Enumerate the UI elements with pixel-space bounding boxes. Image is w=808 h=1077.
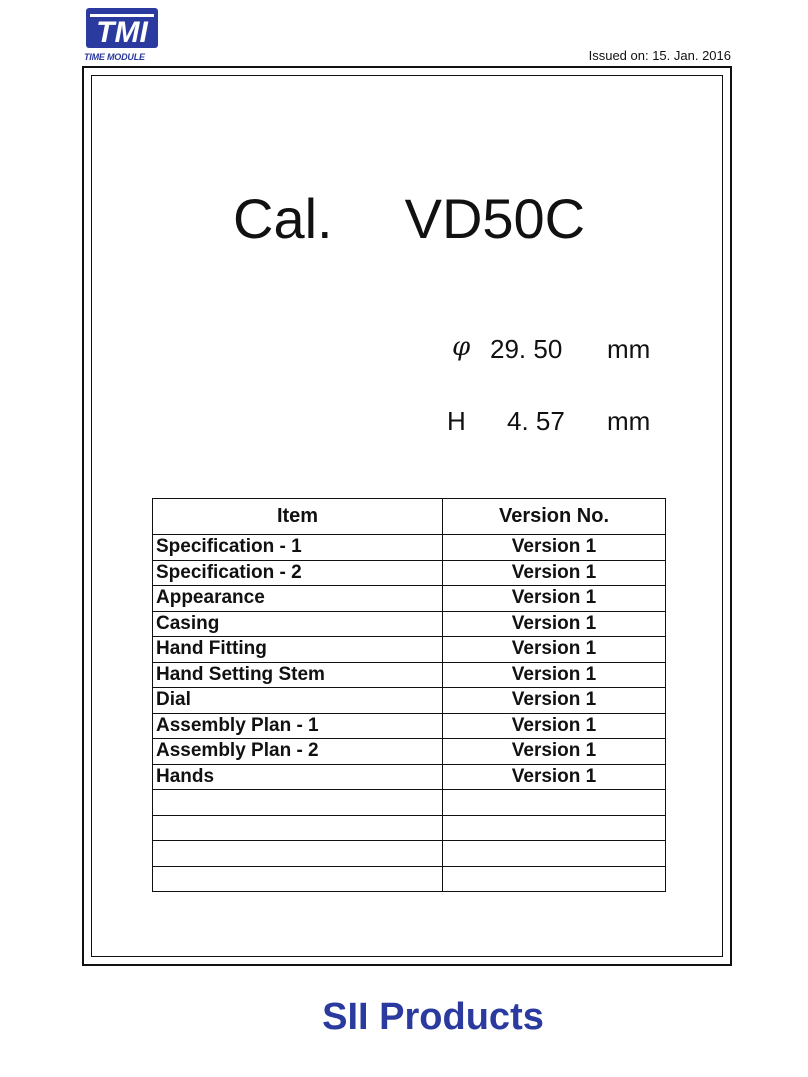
row-item [153, 815, 443, 841]
row-version: Version 1 [443, 586, 666, 612]
caliber-model: VD50C [404, 187, 586, 250]
issued-date: Issued on: 15. Jan. 2016 [588, 48, 731, 63]
row-version: Version 1 [443, 662, 666, 688]
row-item: Assembly Plan - 1 [153, 713, 443, 739]
table-row [153, 611, 666, 637]
height-label: H [447, 406, 466, 436]
row-item: Assembly Plan - 2 [153, 739, 443, 765]
row-version: Version 1 [443, 739, 666, 765]
row-item: Casing [153, 611, 443, 637]
version-table [152, 498, 666, 892]
height-value: 4. 57 [507, 406, 565, 436]
row-item [153, 790, 443, 816]
row-version [443, 790, 666, 816]
row-version: Version 1 [443, 764, 666, 790]
table-row [153, 815, 666, 841]
row-item: Hands [153, 764, 443, 790]
row-version: Version 1 [443, 637, 666, 663]
header-item: Item [153, 499, 443, 535]
row-version: Version 1 [443, 688, 666, 714]
diameter-unit: mm [607, 334, 651, 364]
row-version [443, 841, 666, 867]
diameter-symbol: φ [452, 332, 471, 362]
table-header-row [153, 499, 666, 535]
row-item [153, 841, 443, 867]
tmi-logo-mark [84, 6, 160, 50]
row-version: Version 1 [443, 535, 666, 561]
row-item: Appearance [153, 586, 443, 612]
row-item: Specification - 2 [153, 560, 443, 586]
table-row [153, 841, 666, 867]
table-row [153, 764, 666, 790]
table-row [153, 790, 666, 816]
logo-subtext: TIME MODULE [84, 52, 145, 62]
table-row [153, 713, 666, 739]
row-item [153, 866, 443, 892]
table-row [153, 586, 666, 612]
row-version [443, 815, 666, 841]
table-row [153, 535, 666, 561]
row-item: Hand Setting Stem [153, 662, 443, 688]
row-version: Version 1 [443, 560, 666, 586]
row-version: Version 1 [443, 713, 666, 739]
diameter-value: 29. 50 [490, 334, 563, 364]
tmi-logo [84, 6, 160, 64]
row-item: Dial [153, 688, 443, 714]
table-row [153, 560, 666, 586]
table-row [153, 739, 666, 765]
table-row [153, 866, 666, 892]
table-row [153, 637, 666, 663]
sii-products-footer: SII Products [322, 996, 544, 1038]
table-row [153, 688, 666, 714]
row-item: Hand Fitting [153, 637, 443, 663]
row-version [443, 866, 666, 892]
caliber-title [233, 186, 585, 251]
row-item: Specification - 1 [153, 535, 443, 561]
logo-text: TMI [96, 16, 148, 49]
row-version: Version 1 [443, 611, 666, 637]
height-unit: mm [607, 406, 651, 436]
caliber-prefix: Cal. [233, 187, 333, 250]
table-row [153, 662, 666, 688]
header-version: Version No. [443, 499, 666, 535]
